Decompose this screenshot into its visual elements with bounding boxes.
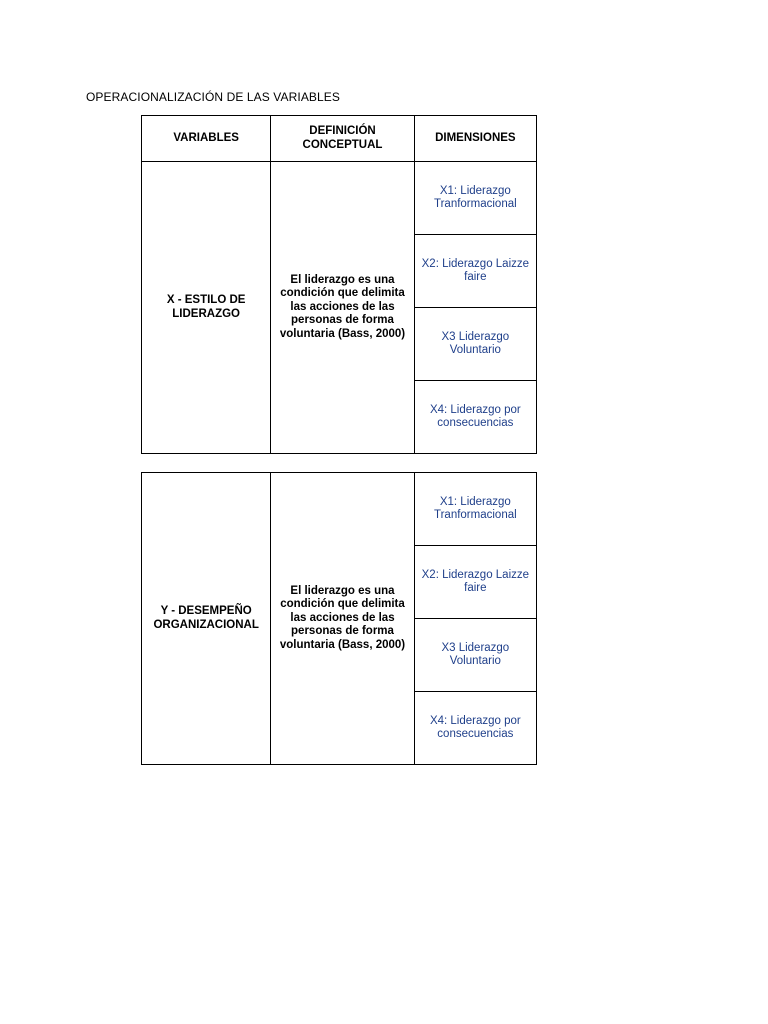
variables-table-x (141, 115, 537, 454)
dimension-cell: X3 Liderazgo Voluntario (414, 619, 536, 692)
variable-cell: X - ESTILO DE LIDERAZGO (142, 162, 271, 454)
variables-table-y (141, 472, 537, 765)
dimension-cell: X4: Liderazgo por consecuencias (414, 381, 536, 454)
table-row (142, 162, 537, 235)
header-definicion-conceptual: DEFINICIÓN CONCEPTUAL (271, 116, 414, 162)
table-header-row (142, 116, 537, 162)
page-title: OPERACIONALIZACIÓN DE LAS VARIABLES (86, 90, 341, 104)
table-row (142, 473, 537, 546)
header-variables: VARIABLES (142, 116, 271, 162)
dimension-cell: X2: Liderazgo Laizze faire (414, 235, 536, 308)
dimension-cell: X2: Liderazgo Laizze faire (414, 546, 536, 619)
dimension-cell: X3 Liderazgo Voluntario (414, 308, 536, 381)
definition-cell: El liderazgo es una condición que delimita las acciones de las personas de forma voluntaria (Bass, 2000) (271, 162, 414, 454)
header-dimensiones: DIMENSIONES (414, 116, 536, 162)
dimension-cell: X4: Liderazgo por consecuencias (414, 692, 536, 765)
definition-cell: El liderazgo es una condición que delimita las acciones de las personas de forma voluntaria (Bass, 2000) (271, 473, 414, 765)
dimension-cell: X1: Liderazgo Tranformacional (414, 162, 536, 235)
dimension-cell: X1: Liderazgo Tranformacional (414, 473, 536, 546)
variable-cell: Y - DESEMPEÑO ORGANIZACIONAL (142, 473, 271, 765)
